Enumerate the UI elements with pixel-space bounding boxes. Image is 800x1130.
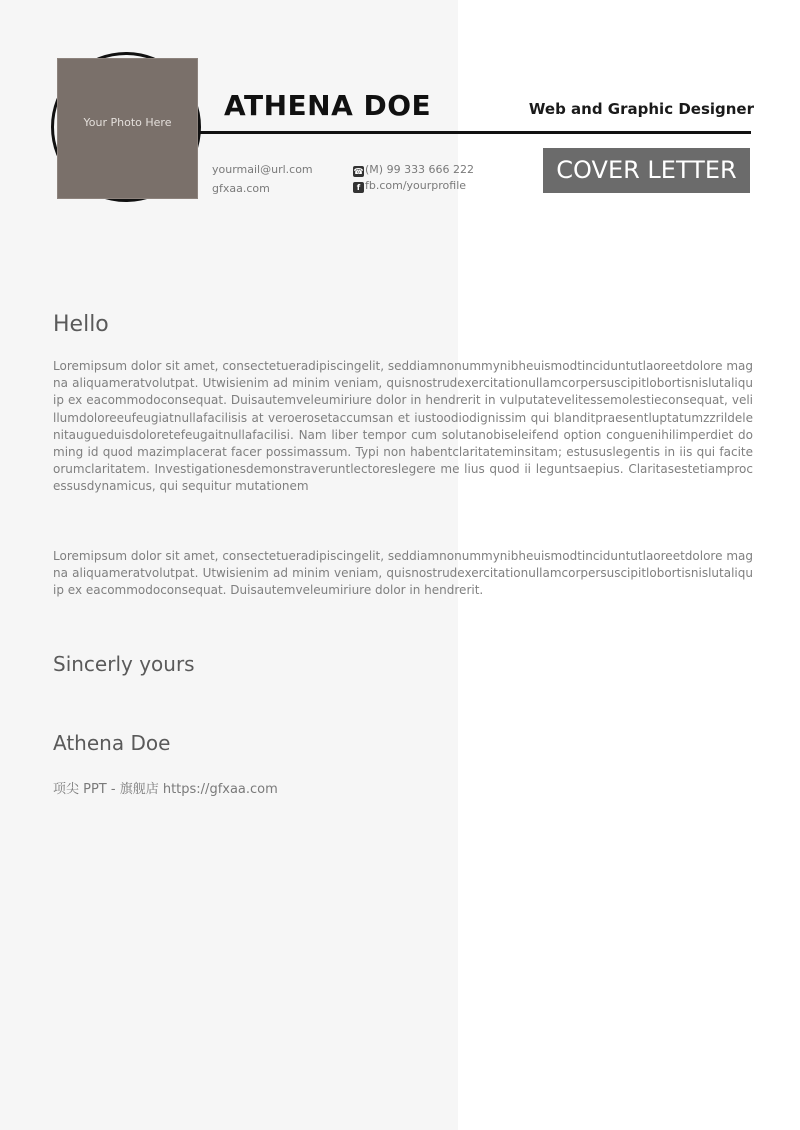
contact-facebook[interactable]	[353, 179, 466, 193]
signature-name: Athena Doe	[53, 731, 171, 755]
photo-placeholder	[57, 58, 198, 199]
greeting: Hello	[53, 312, 109, 337]
cover-letter-badge: COVER LETTER	[543, 148, 750, 193]
closing-phrase: Sincerly yours	[53, 652, 195, 676]
footer-note: 项尖 PPT - 旗舰店 https://gfxaa.com	[53, 782, 278, 797]
facebook-icon: f	[353, 182, 364, 193]
contact-facebook-text: fb.com/yourprofile	[365, 179, 467, 192]
photo-placeholder-label: Your Photo Here	[83, 116, 172, 129]
contact-phone	[353, 163, 474, 177]
letter-paragraph-1: Loremipsum dolor sit amet, consectetueradipiscingelit, seddiamnonummynibheuismodtinciduntutlaoreetdolore magna aliquameratvolutpat. Utwisienim ad minim veniam, quisnostrudexercitationullamcorpersuscipitlobortisnislutaliquip ex eacommodoconsequat. Duisautemveleumiriure dolor in hendrerit in vulputatevelitessemolestieconsequat, velillumdoloreeufeugiatnullafacilisis at veroerosetaccumsan et iustoodiodignissim qui blanditpraesentluptatumzzrildelenitaugueduisdoloretefeugaitnullafacilisi. Nam liber tempor cum solutanobiseleifend option conguenihilimperdiet doming id quod mazimplacerat facer possimassum. Typi non habentclaritateminsitam; estususlegentis in iis qui faciteorumclaritatem. Investigationesdemonstraveruntlectoreslegere me lius quod ii leguntsaepius. Claritasestetiamprocessusdynamicus, qui sequitur mutationem	[53, 359, 753, 494]
contact-phone-text: (M) 99 333 666 222	[365, 163, 475, 176]
header-divider	[200, 131, 751, 134]
applicant-name: ATHENA DOE	[224, 89, 432, 122]
job-title: Web and Graphic Designer	[528, 100, 754, 118]
letter-paragraph-2: Loremipsum dolor sit amet, consectetueradipiscingelit, seddiamnonummynibheuismodtinciduntutlaoreetdolore magna aliquameratvolutpat. Utwisienim ad minim veniam, quisnostrudexercitationullamcorpersuscipitlobortisnislutaliquip ex eacommodoconsequat. Duisautemveleumiriure dolor in hendrerit.	[53, 549, 753, 598]
phone-icon: ☎	[353, 167, 364, 176]
contact-website[interactable]: gfxaa.com	[212, 182, 270, 195]
contact-email[interactable]: yourmail@url.com	[212, 163, 313, 176]
